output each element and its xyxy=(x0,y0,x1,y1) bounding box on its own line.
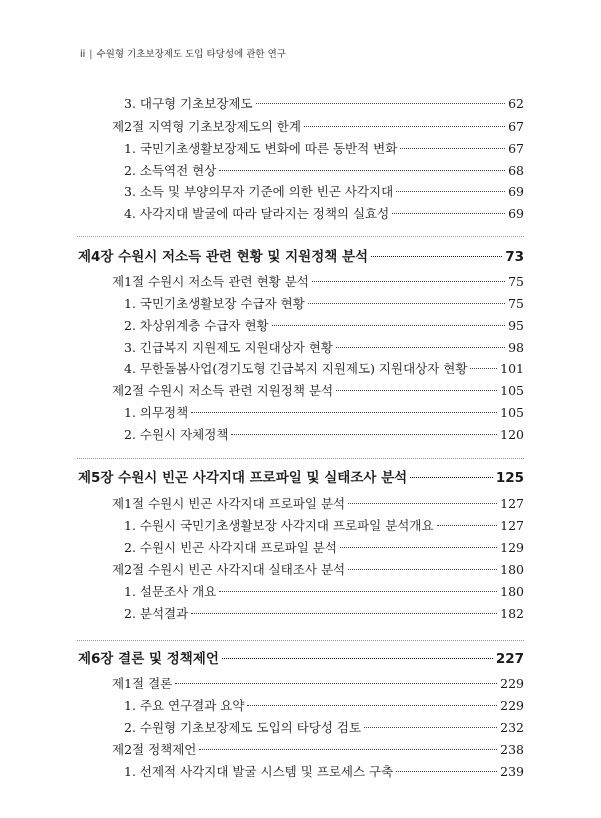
leader-dots xyxy=(231,434,497,435)
toc-entry-label: 1. 선제적 사각지대 발굴 시스템 및 프로세스 구축 xyxy=(124,764,394,779)
toc-entry-label: 제2절 정책제언 xyxy=(112,742,197,757)
toc-entry-label: 2. 수원형 기초보장제도 도입의 타당성 검토 xyxy=(124,720,362,735)
chapter-divider xyxy=(77,458,524,459)
toc-entry-subchapter[interactable] xyxy=(112,559,524,581)
leader-dots xyxy=(400,148,505,149)
chapter-divider xyxy=(77,640,524,641)
toc-entry-section[interactable] xyxy=(124,138,524,160)
toc-entry-page: 180 xyxy=(500,584,524,599)
toc-entry-label: 1. 수원시 국민기초생활보장 사각지대 프로파일 분석개요 xyxy=(124,518,434,533)
toc-entry-chapter[interactable] xyxy=(78,467,524,489)
toc-entry-page: 238 xyxy=(500,742,524,757)
leader-dots xyxy=(348,503,497,504)
leader-dots xyxy=(199,749,497,750)
toc-entry-label: 2. 수원시 자체정책 xyxy=(124,427,229,442)
toc-entry-page: 101 xyxy=(500,361,524,376)
toc-entry-subchapter[interactable] xyxy=(112,493,524,515)
toc-entry-section[interactable] xyxy=(124,515,524,537)
chapter-divider xyxy=(77,236,524,237)
toc-entry-section[interactable] xyxy=(124,402,524,424)
toc-entry-page: 75 xyxy=(508,274,524,289)
toc-entry-section[interactable] xyxy=(124,603,524,625)
toc-entry-page: 232 xyxy=(500,720,524,735)
toc-entry-page: 95 xyxy=(508,318,524,333)
toc-entry-page: 73 xyxy=(505,249,524,265)
toc-entry-label: 1. 주요 연구결과 요약 xyxy=(124,698,245,713)
leader-dots xyxy=(348,569,497,570)
toc-entry-section[interactable] xyxy=(124,337,524,359)
leader-dots xyxy=(175,683,497,684)
leader-dots xyxy=(191,412,497,413)
leader-dots xyxy=(470,368,497,369)
toc-entry-page: 69 xyxy=(508,184,524,199)
header-page-number: ii xyxy=(80,49,86,60)
header-book-title: 수원형 기초보장제도 도입 타당성에 관한 연구 xyxy=(96,49,286,60)
toc-entry-page: 125 xyxy=(495,470,524,486)
toc-entry-label: 제1절 수원시 저소득 관련 현황 분석 xyxy=(112,274,309,289)
leader-dots xyxy=(219,170,505,171)
toc-entry-label: 1. 국민기초생활보장 수급자 현황 xyxy=(124,296,305,311)
toc-entry-label: 2. 차상위계층 수급자 현황 xyxy=(124,318,269,333)
toc-entry-section[interactable] xyxy=(124,203,524,225)
toc-entry-label: 1. 설문조사 개요 xyxy=(124,584,217,599)
leader-dots xyxy=(336,347,505,348)
leader-dots xyxy=(392,213,505,214)
toc-entry-label: 제2절 지역형 기초보장제도의 한계 xyxy=(112,119,301,134)
toc-entry-page: 182 xyxy=(500,606,524,621)
toc-entry-section[interactable] xyxy=(124,695,524,717)
toc-entry-section[interactable] xyxy=(124,315,524,337)
header-separator: | xyxy=(89,49,93,60)
leader-dots xyxy=(304,126,505,127)
leader-dots xyxy=(219,591,497,592)
toc-entry-page: 120 xyxy=(500,427,524,442)
toc-entry-chapter[interactable] xyxy=(78,246,524,268)
toc-entry-subchapter[interactable] xyxy=(112,116,524,138)
toc-entry-page: 129 xyxy=(500,540,524,555)
toc-entry-label: 3. 대구형 기초보장제도 xyxy=(124,96,253,111)
toc-entry-page: 229 xyxy=(500,676,524,691)
leader-dots xyxy=(308,303,505,304)
toc-entry-page: 98 xyxy=(508,340,524,355)
toc-entry-label: 제4장 수원시 저소득 관련 현황 및 지원정책 분석 xyxy=(78,249,369,265)
toc-entry-label: 2. 분석결과 xyxy=(124,606,189,621)
toc-entry-section[interactable] xyxy=(124,537,524,559)
leader-dots xyxy=(396,191,505,192)
leader-dots xyxy=(340,547,497,548)
toc-entry-page: 67 xyxy=(508,119,524,134)
toc-entry-label: 3. 소득 및 부양의무자 기준에 의한 빈곤 사각지대 xyxy=(124,184,394,199)
toc-entry-page: 229 xyxy=(500,698,524,713)
leader-dots xyxy=(256,103,506,104)
toc-entry-page: 105 xyxy=(500,383,524,398)
toc-entry-label: 제1절 결론 xyxy=(112,676,173,691)
toc-entry-page: 69 xyxy=(508,206,524,221)
toc-entry-section[interactable] xyxy=(124,424,524,446)
running-header xyxy=(80,46,286,60)
toc-entry-page: 105 xyxy=(500,405,524,420)
toc-entry-label: 3. 긴급복지 지원제도 지원대상자 현황 xyxy=(124,340,333,355)
leader-dots xyxy=(371,256,502,257)
toc-entry-label: 제2절 수원시 빈곤 사각지대 실태조사 분석 xyxy=(112,562,346,577)
leader-dots xyxy=(364,727,497,728)
toc-entry-section[interactable] xyxy=(124,358,524,380)
leader-dots xyxy=(247,705,497,706)
toc-entry-section[interactable] xyxy=(124,581,524,603)
leader-dots xyxy=(437,525,498,526)
toc-entry-subchapter[interactable] xyxy=(112,739,524,761)
toc-entry-section[interactable] xyxy=(124,717,524,739)
toc-entry-label: 제1절 수원시 빈곤 사각지대 프로파일 분석 xyxy=(112,496,346,511)
toc-entry-label: 2. 수원시 빈곤 사각지대 프로파일 분석 xyxy=(124,540,337,555)
toc-entry-section[interactable] xyxy=(124,93,524,115)
toc-entry-label: 제5장 수원시 빈곤 사각지대 프로파일 및 실태조사 분석 xyxy=(78,470,408,486)
toc-entry-page: 62 xyxy=(508,96,524,111)
toc-entry-page: 127 xyxy=(500,496,524,511)
leader-dots xyxy=(272,325,505,326)
toc-entry-label: 제6장 결론 및 정책제언 xyxy=(78,651,219,667)
toc-entry-chapter[interactable] xyxy=(78,648,524,670)
leader-dots xyxy=(191,613,497,614)
leader-dots xyxy=(336,390,497,391)
leader-dots xyxy=(222,658,493,659)
toc-entry-subchapter[interactable] xyxy=(112,271,524,293)
toc-entry-subchapter[interactable] xyxy=(112,673,524,695)
toc-entry-page: 239 xyxy=(500,764,524,779)
toc-entry-label: 1. 의무정책 xyxy=(124,405,189,420)
leader-dots xyxy=(312,281,505,282)
toc-entry-section[interactable] xyxy=(124,293,524,315)
toc-entry-label: 4. 사각지대 발굴에 따라 달라지는 정책의 실효성 xyxy=(124,206,390,221)
toc-entry-label: 4. 무한돌봄사업(경기도형 긴급복지 지원제도) 지원대상자 현황 xyxy=(124,361,468,376)
toc-entry-section[interactable] xyxy=(124,181,524,203)
toc-entry-label: 2. 소득역전 현상 xyxy=(124,163,217,178)
leader-dots xyxy=(410,477,493,478)
toc-entry-page: 127 xyxy=(500,518,524,533)
toc-entry-section[interactable] xyxy=(124,761,524,783)
toc-entry-page: 227 xyxy=(495,651,524,667)
toc-entry-page: 180 xyxy=(500,562,524,577)
toc-entry-page: 75 xyxy=(508,296,524,311)
toc-entry-page: 68 xyxy=(508,163,524,178)
toc-entry-page: 67 xyxy=(508,141,524,156)
toc-entry-section[interactable] xyxy=(124,160,524,182)
leader-dots xyxy=(396,771,497,772)
toc-entry-label: 1. 국민기초생활보장제도 변화에 따른 동반적 변화 xyxy=(124,141,398,156)
toc-entry-label: 제2절 수원시 저소득 관련 지원정책 분석 xyxy=(112,383,334,398)
toc-entry-subchapter[interactable] xyxy=(112,380,524,402)
